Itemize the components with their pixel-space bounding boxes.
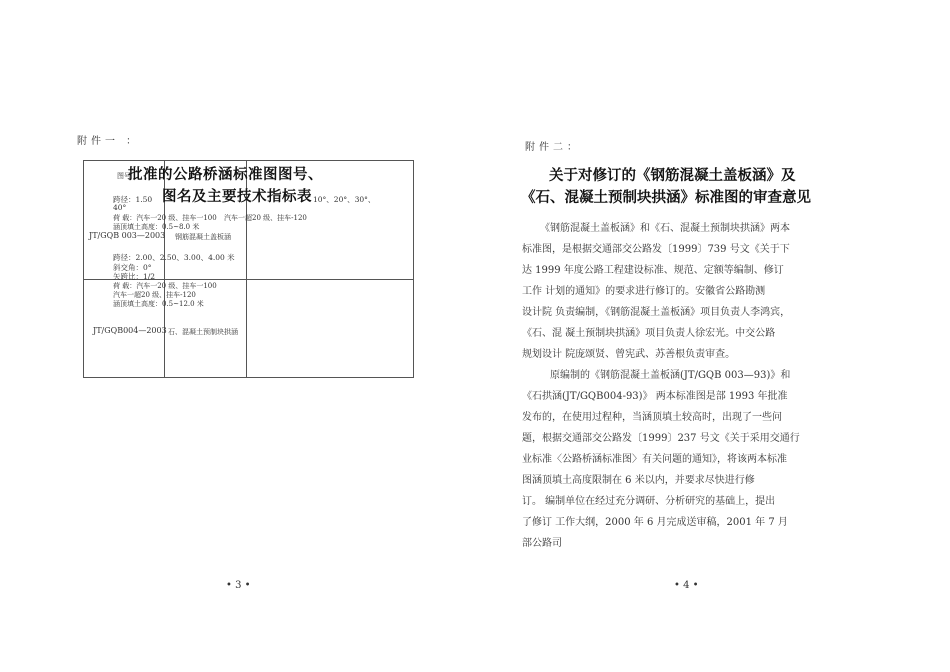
row2-span: 跨径：2.00、2.50、3.00、4.00 米 bbox=[113, 253, 235, 262]
paragraph-line: 规划设计 院庞颂贤、曾宪武、苏善根负责审查。 bbox=[522, 349, 736, 360]
review-opinion-body bbox=[522, 218, 840, 554]
attachment-one-label: 附件一 ： bbox=[77, 136, 141, 147]
paragraph-line: 发布的，在使用过程种，当涵顶填土较高时，出现了一些问 bbox=[522, 412, 782, 423]
row2-load2: 汽车一超20 级、挂车-120 bbox=[113, 291, 196, 299]
row2-ratio: 矢跨比：1/2 bbox=[113, 272, 156, 281]
row1-angles: 10°、20°、30°、 bbox=[313, 195, 376, 204]
paragraph-line: 原编制的《钢筋混凝土盖板涵(JT/GQB 003—93)》和 bbox=[550, 370, 791, 381]
paragraph-line: 订。 编制单位在经过充分调研、分析研究的基础上，提出 bbox=[522, 496, 776, 507]
row1-drawing-code: JT/GQB 003—2003 bbox=[89, 231, 166, 240]
paragraph-line: 图涵顶填土高度限制在 6 米以内，并要求尽快进行修 bbox=[522, 475, 755, 486]
row2-load: 荷 载：汽车一20 级、挂车一100 bbox=[113, 282, 217, 290]
row1-load2: 汽车一超20 级、挂车-120 bbox=[224, 214, 307, 222]
paragraph-line: 达 1999 年度公路工程建设标准、规范、定额等编制、修订 bbox=[522, 265, 784, 276]
row2-drawing-code: JT/GQB004—2003 bbox=[93, 326, 167, 335]
row1-span: 跨径：1.50 bbox=[113, 195, 153, 204]
row2-skew: 斜交角：0° bbox=[113, 263, 152, 272]
right-title-line2: 《石、混凝土预制块拱涵》标准图的审查意见 bbox=[521, 190, 811, 206]
left-title-line2: 图名及主要技术指标表 bbox=[162, 189, 312, 205]
row1-fill-height: 涵顶填土高度：0.5~8.0 米 bbox=[113, 223, 200, 231]
paragraph-line: 工作 计划的通知》的要求进行修订的。安徽省公路勘测 bbox=[522, 286, 766, 297]
attachment-two-label: 附件二： bbox=[525, 142, 581, 153]
paragraph-line: 部公路司 bbox=[522, 538, 562, 549]
left-title-line1: 批准的公路桥涵标准图图号、 bbox=[128, 167, 323, 183]
row1-load: 荷 载：汽车一20 级、挂车一100 bbox=[113, 214, 217, 222]
table-header-label: 图号 bbox=[117, 172, 131, 180]
paragraph-line: 《钢筋混凝土盖板涵》和《石、混凝土预制块拱涵》两本 bbox=[540, 223, 790, 234]
row2-drawing-name: 石、混凝土预制块拱涵 bbox=[168, 328, 238, 336]
right-title-line1: 关于对修订的《钢筋混凝土盖板涵》及 bbox=[549, 168, 796, 184]
paragraph-line: 《石、混 凝土预制块拱涵》项目负责人徐宏光。中交公路 bbox=[522, 328, 776, 339]
paragraph-line: 业标准〈公路桥涵标准图〉有关问题的通知》，将该两本标准 bbox=[522, 454, 787, 465]
left-page-number: • 3 • bbox=[226, 580, 251, 591]
paragraph-line: 设计院 负责编制，《钢筋混凝土盖板涵》项目负责人李鸿宾， bbox=[522, 307, 791, 318]
row1-drawing-name: 钢筋混凝土盖板涵 bbox=[175, 233, 231, 241]
paragraph-line: 标准图，是根据交通部交公路发〔1999〕739 号文《关于下 bbox=[522, 244, 790, 255]
row1-angle40: 40° bbox=[113, 203, 127, 212]
paragraph-line: 题，根据交通部交公路发〔1999〕237 号文《关于采用交通行 bbox=[522, 433, 800, 444]
right-page-number: • 4 • bbox=[674, 580, 699, 591]
row2-fill-height: 涵顶填土高度：0.5~12.0 米 bbox=[113, 300, 204, 308]
paragraph-line: 《石拱涵(JT/GQB004-93)》 两本标准图是部 1993 年批准 bbox=[522, 391, 788, 402]
paragraph-line: 了修订 工作大纲，2000 年 6 月完成送审稿，2001 年 7 月 bbox=[522, 517, 788, 528]
